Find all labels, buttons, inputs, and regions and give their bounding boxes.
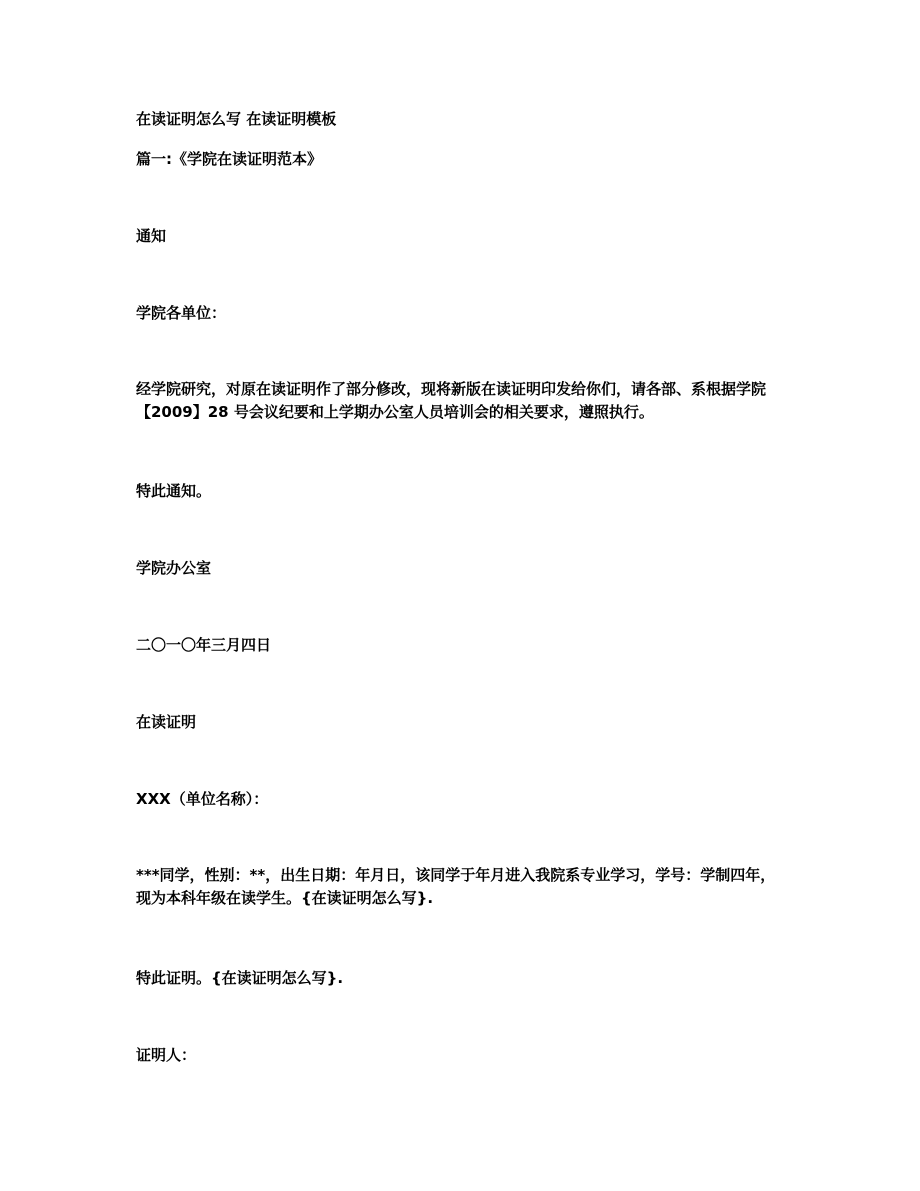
notice-date: 二〇一〇年三月四日 <box>136 636 272 654</box>
certificate-recipient: XXX（单位名称）： <box>136 790 269 808</box>
certificate-certifier: 证明人： <box>136 1046 197 1064</box>
certificate-closing: 特此证明。{在读证明怎么写}. <box>136 969 344 987</box>
certificate-heading: 在读证明 <box>136 713 197 731</box>
certificate-body: ***同学，性别：**，出生日期：年月日，该同学于年月进入我院系专业学习，学号：学制四年，现为本科年级在读学生。{在读证明怎么写}. <box>136 866 776 907</box>
notice-closing: 特此通知。 <box>136 482 212 500</box>
notice-heading: 通知 <box>136 227 167 245</box>
notice-salutation: 学院各单位： <box>136 304 227 322</box>
notice-issuer: 学院办公室 <box>136 559 212 577</box>
notice-body: 经学院研究，对原在读证明作了部分修改，现将新版在读证明印发给你们，请各部、系根据学院【2009】28 号会议纪要和上学期办公室人员培训会的相关要求，遵照执行。 <box>136 380 767 421</box>
document-title: 在读证明怎么写 在读证明模板 <box>136 110 337 128</box>
document-subtitle: 篇一:《学院在读证明范本》 <box>136 150 322 168</box>
